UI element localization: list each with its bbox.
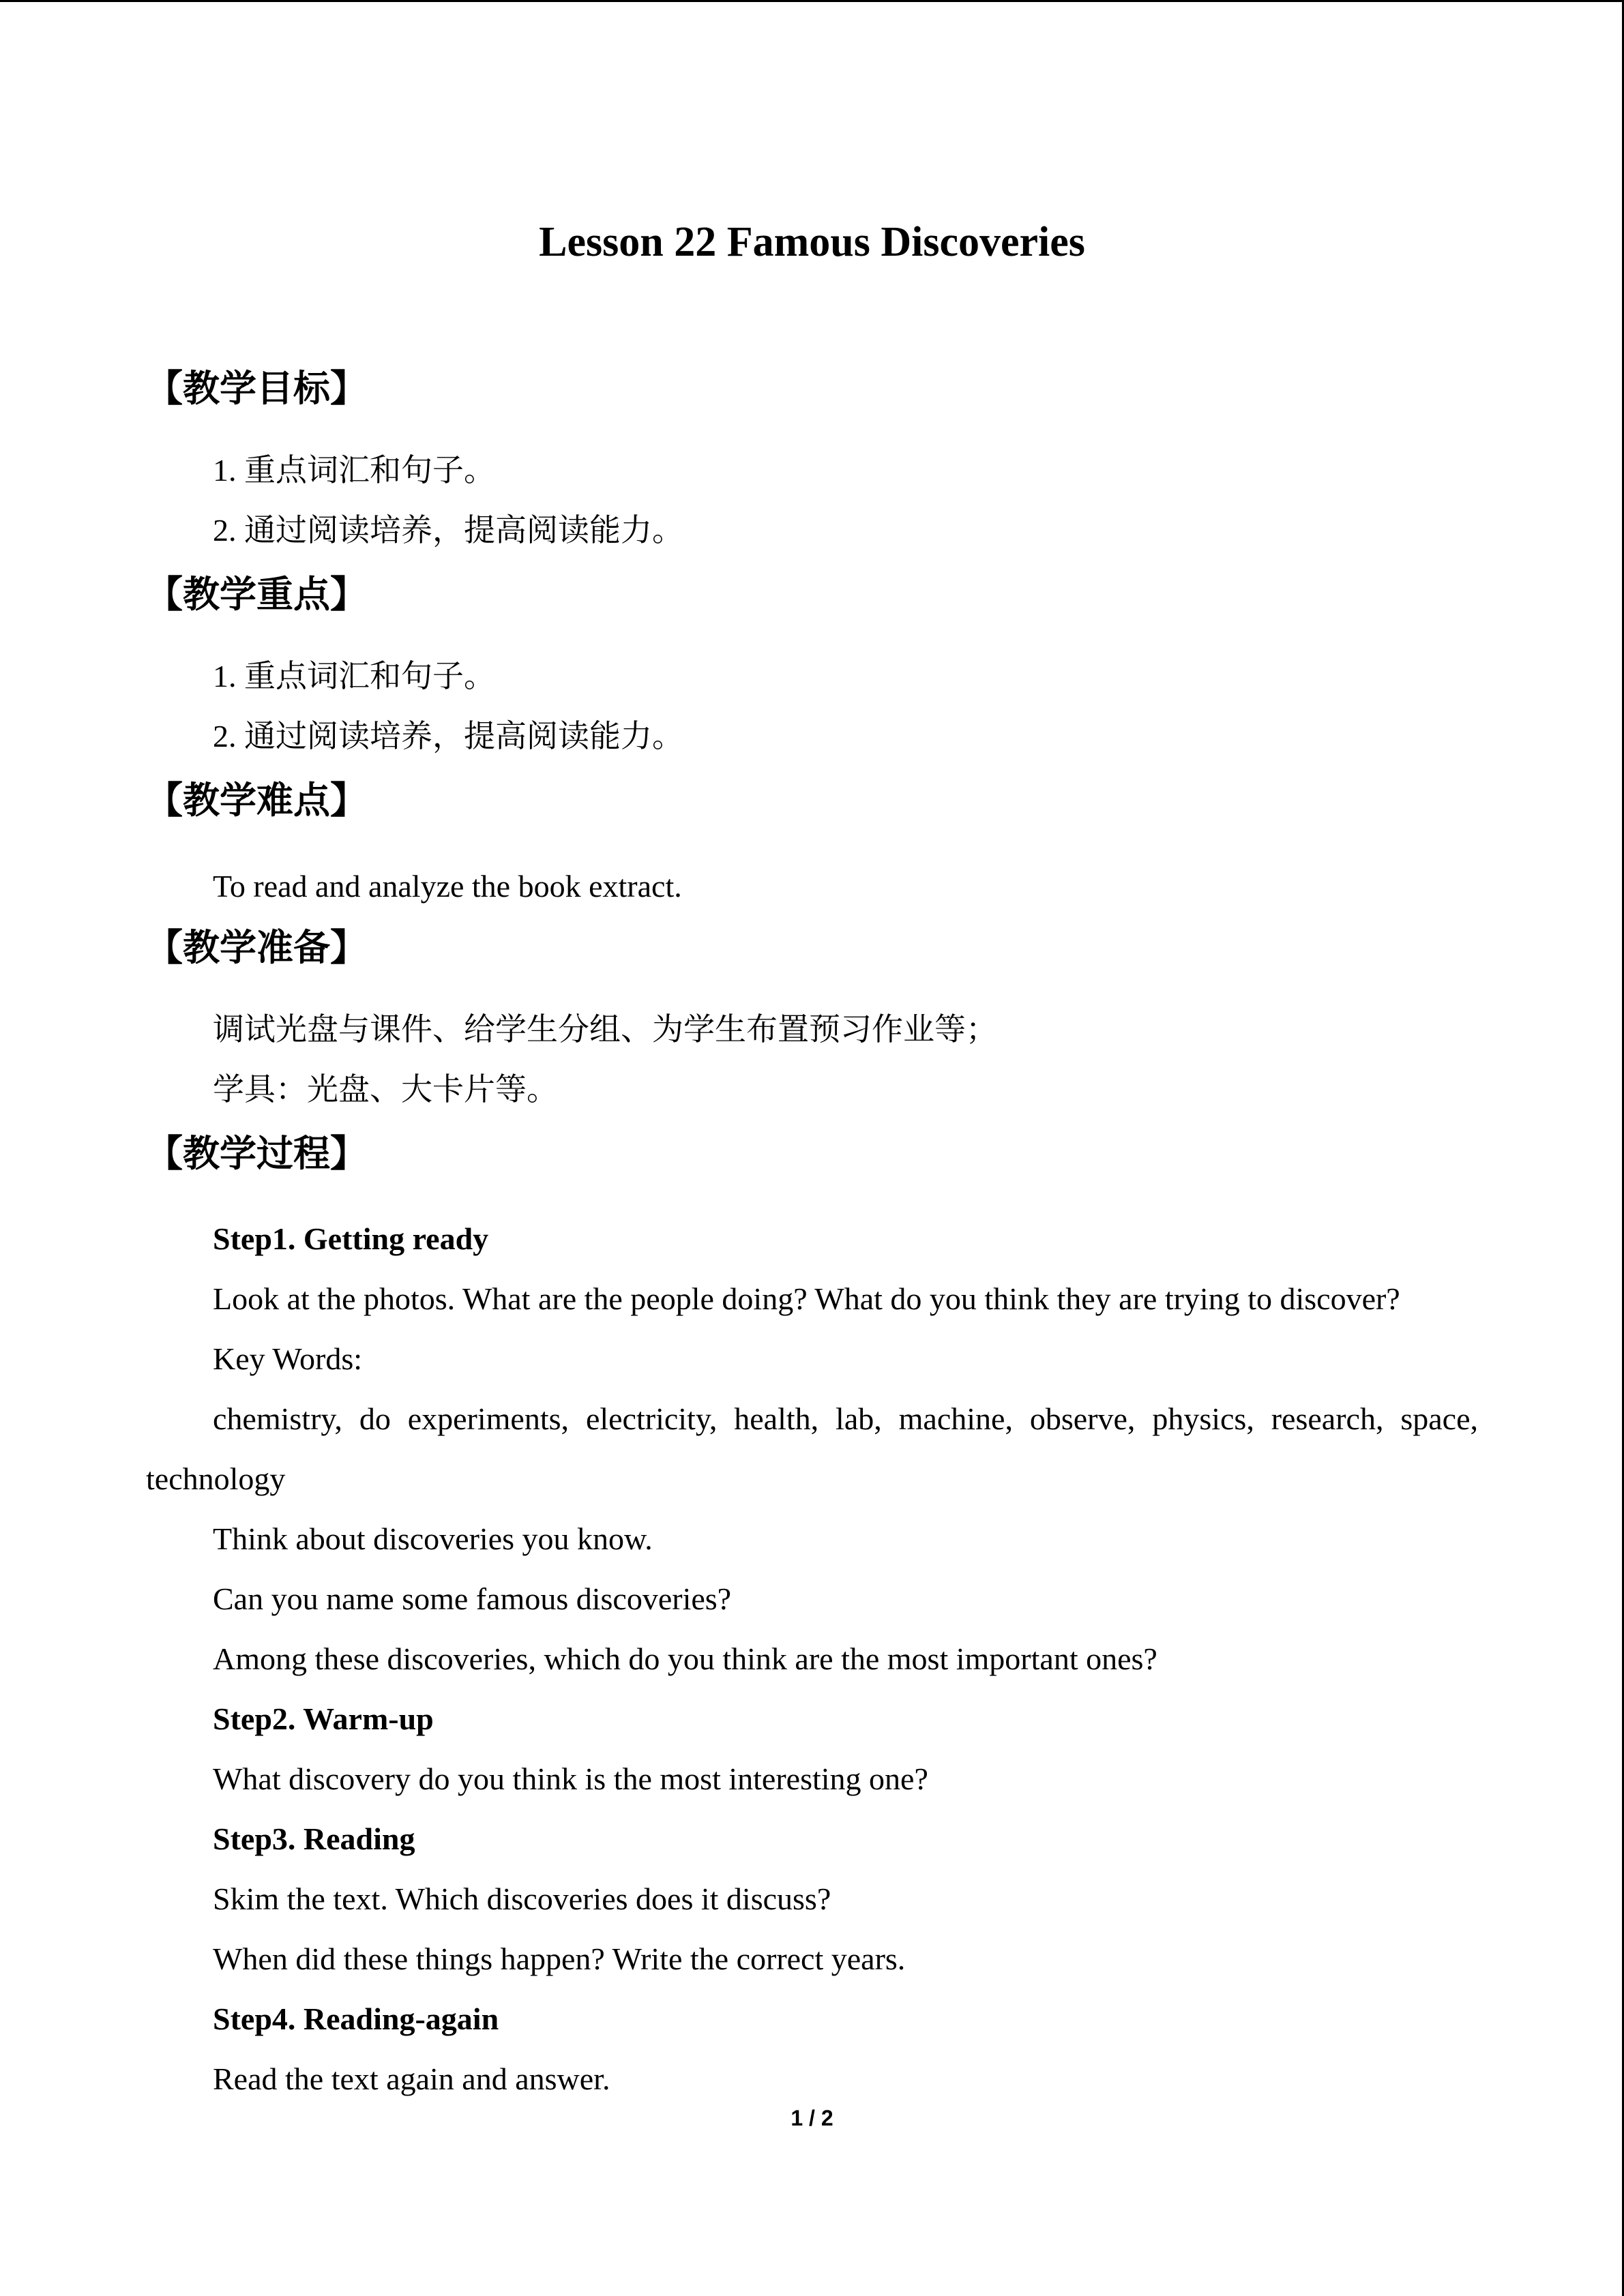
step1-line-6: Can you name some famous discoveries? — [213, 1581, 732, 1616]
step3-line-1: Skim the text. Which discoveries does it discuss? — [213, 1881, 831, 1916]
step1-line-5: Think about discoveries you know. — [213, 1521, 653, 1556]
key-point-item-1: 1. 重点词汇和句子。 — [213, 659, 495, 694]
objective-item-2: 2. 通过阅读培养，提高阅读能力。 — [213, 513, 683, 548]
objective-item-1: 1. 重点词汇和句子。 — [213, 453, 495, 488]
preparation-item-2: 学具：光盘、大卡片等。 — [213, 1072, 558, 1107]
heading-objectives: 【教学目标】 — [146, 367, 367, 410]
step1-title: Step1. Getting ready — [213, 1221, 489, 1256]
step4-line-1: Read the text again and answer. — [213, 2061, 610, 2096]
step1-line-7: Among these discoveries, which do you think are the most important ones? — [213, 1641, 1157, 1676]
heading-difficulties: 【教学难点】 — [146, 779, 367, 822]
step4-title: Step4. Reading-again — [213, 2001, 499, 2036]
difficulty-item-1: To read and analyze the book extract. — [213, 869, 682, 904]
step1-line-3: chemistry, do experiments, electricity, health, lab, machine, observe, physics, research, space, — [213, 1401, 1478, 1436]
step1-line-1: Look at the photos. What are the people doing? What do you think they are trying to discover? — [213, 1281, 1400, 1316]
document-title: Lesson 22 Famous Discoveries — [539, 219, 1085, 265]
page-number: 1 / 2 — [791, 2106, 833, 2130]
heading-key-points: 【教学重点】 — [146, 573, 367, 616]
step1-line-2: Key Words: — [213, 1341, 363, 1376]
step3-title: Step3. Reading — [213, 1821, 415, 1856]
step1-line-4: technology — [146, 1461, 286, 1496]
heading-preparation: 【教学准备】 — [146, 926, 367, 969]
step2-title: Step2. Warm-up — [213, 1701, 434, 1736]
step3-line-2: When did these things happen? Write the correct years. — [213, 1941, 906, 1976]
key-point-item-2: 2. 通过阅读培养，提高阅读能力。 — [213, 719, 683, 754]
heading-process: 【教学过程】 — [146, 1132, 367, 1175]
preparation-item-1: 调试光盘与课件、给学生分组、为学生布置预习作业等； — [213, 1012, 997, 1047]
step2-line-1: What discovery do you think is the most interesting one? — [213, 1761, 928, 1796]
